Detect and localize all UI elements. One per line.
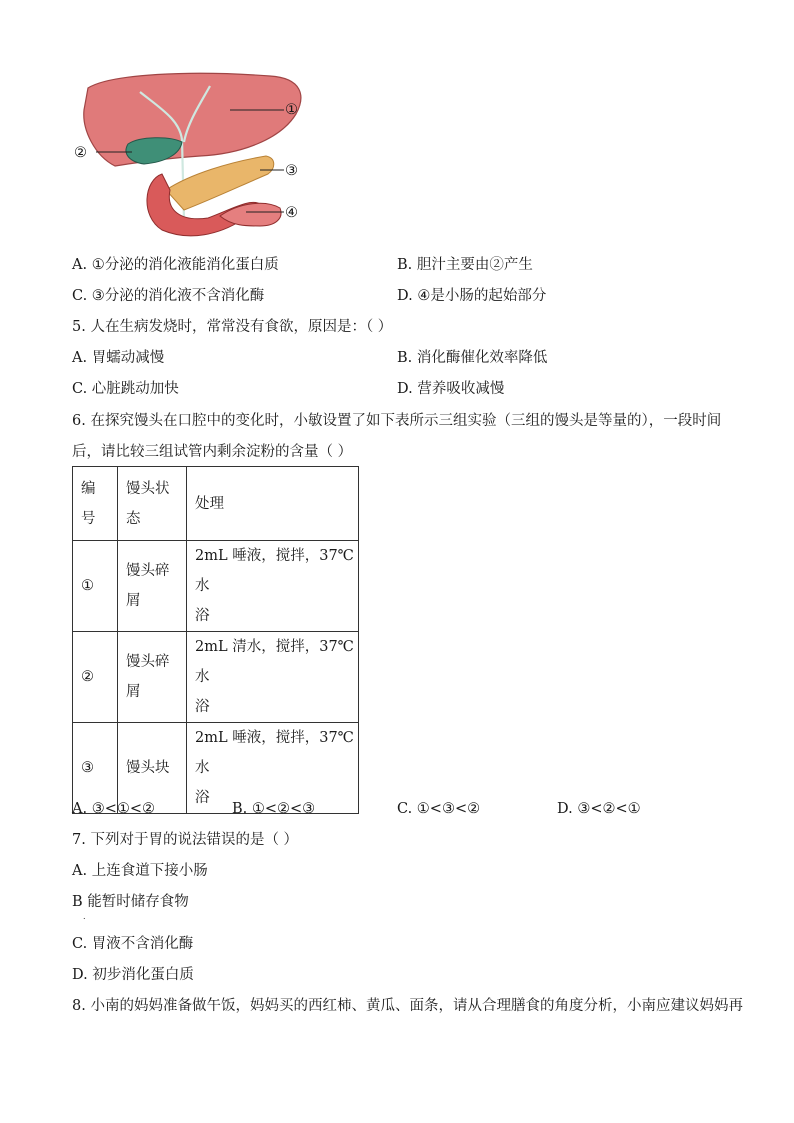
figure-label-2: ② (74, 145, 87, 161)
header-state: 馒头状 态 (118, 467, 187, 541)
q4-option-a: A. ①分泌的消化液能消化蛋白质 (72, 257, 279, 273)
q5-stem: 5. 人在生病发烧时，常常没有食欲，原因是：（ ） (72, 319, 393, 335)
figure-label-4: ④ (285, 205, 298, 221)
row-treatment: 2mL 唾液，搅拌，37℃水 浴 (187, 541, 359, 632)
header-number: 编 号 (73, 467, 118, 541)
q7-option-b: B 能暂时储存食物 (72, 894, 189, 910)
figure-label-3: ③ (285, 163, 298, 179)
q4-option-c: C. ③分泌的消化液不含消化酶 (72, 288, 265, 304)
table-row (73, 541, 359, 632)
q6-option-b: B. ①<②<③ (232, 801, 316, 817)
digestive-organs-figure (70, 70, 310, 242)
row-treatment: 2mL 清水，搅拌，37℃水 浴 (187, 632, 359, 723)
figure-label-1: ① (285, 102, 298, 118)
row-state: 馒头块 (118, 723, 187, 814)
row-number: ③ (73, 723, 118, 814)
row-number: ② (73, 632, 118, 723)
q4-option-d: D. ④是小肠的起始部分 (397, 288, 547, 304)
header-treatment: 处理 (187, 467, 359, 541)
q7-option-c: C. 胃液不含消化酶 (72, 936, 194, 952)
q6-option-a: A. ③<①<② (72, 801, 155, 817)
q6-option-d: D. ③<②<① (557, 801, 641, 817)
q5-option-a: A. 胃蠕动减慢 (72, 350, 165, 366)
q6-stem-line1: 6. 在探究馒头在口腔中的变化时，小敏设置了如下表所示三组实验（三组的馒头是等量的），一段时间 (72, 413, 722, 429)
q7-option-d: D. 初步消化蛋白质 (72, 967, 194, 983)
row-state: 馒头碎 屑 (118, 632, 187, 723)
gallbladder-shape (126, 138, 182, 164)
row-treatment: 2mL 唾液，搅拌，37℃水 浴 (187, 723, 359, 814)
q6-option-c: C. ①<③<② (397, 801, 481, 817)
q6-stem-line2: 后，请比较三组试管内剩余淀粉的含量（ ） (72, 444, 353, 460)
q7-stem: 7. 下列对于胃的说法错误的是（ ） (72, 832, 299, 848)
q5-option-d: D. 营养吸收减慢 (397, 381, 505, 397)
row-number: ① (73, 541, 118, 632)
q8-stem: 8. 小南的妈妈准备做午饭，妈妈买的西红柿、黄瓜、面条，请从合理膳食的角度分析，小南应建议妈妈再 (72, 998, 743, 1014)
experiment-table (72, 466, 359, 814)
q7-option-a: A. 上连食道下接小肠 (72, 863, 208, 879)
q5-option-b: B. 消化酶催化效率降低 (397, 350, 548, 366)
table-row (73, 632, 359, 723)
q4-option-b: B. 胆汁主要由②产生 (397, 257, 533, 273)
q5-option-c: C. 心脏跳动加快 (72, 381, 179, 397)
table-header-row (73, 467, 359, 541)
stray-dot-mark: . (83, 912, 86, 921)
row-state: 馒头碎 屑 (118, 541, 187, 632)
